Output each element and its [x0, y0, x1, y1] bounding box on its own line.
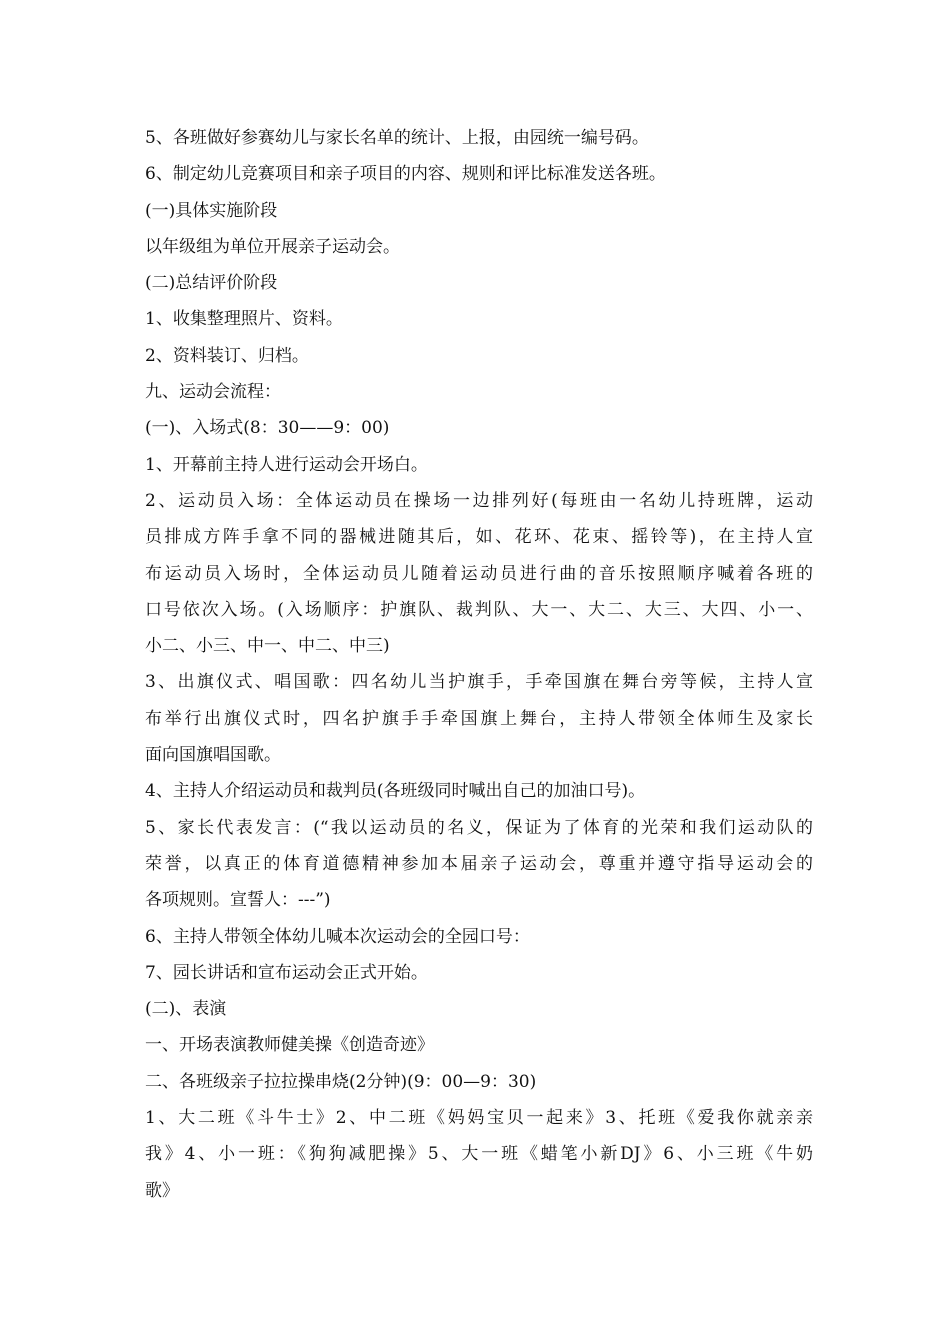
paragraph-line: 二、各班级亲子拉拉操串烧(2分钟)(9：00—9：30) [145, 1071, 537, 1092]
section-heading: (一)、入场式(8：30——9：00) [145, 418, 390, 439]
paragraph-line: 2、运动员入场：全体运动员在操场一边排列好(每班由一名幼儿持班牌，运动 [145, 490, 813, 511]
section-heading: (一)具体实施阶段 [145, 200, 278, 221]
paragraph-line: 5、各班做好参赛幼儿与家长名单的统计、上报，由园统一编号码。 [145, 128, 649, 148]
paragraph-line: 荣誉，以真正的体育道德精神参加本届亲子运动会，尊重并遵守指导运动会的 [145, 853, 813, 874]
paragraph-line: 6、制定幼儿竞赛项目和亲子项目的内容、规则和评比标准发送各班。 [145, 164, 666, 185]
document-body [145, 120, 813, 1209]
paragraph-line: 以年级组为单位开展亲子运动会。 [145, 236, 400, 257]
paragraph-line: 一、开场表演教师健美操《创造奇迹》 [145, 1035, 434, 1056]
paragraph-line: 员排成方阵手拿不同的器械进随其后，如、花环、花束、摇铃等)，在主持人宣 [145, 527, 813, 548]
paragraph-line: 1、开幕前主持人进行运动会开场白。 [145, 454, 428, 475]
paragraph-line: 2、资料装订、归档。 [145, 345, 309, 366]
paragraph-line: 我》4、小一班：《狗狗减肥操》5、大一班《蜡笔小新DJ》6、小三班《牛奶 [145, 1144, 813, 1165]
paragraph-line: 3、出旗仪式、唱国歌：四名幼儿当护旗手，手牵国旗在舞台旁等候，主持人宣 [145, 672, 813, 693]
paragraph-line: 面向国旗唱国歌。 [145, 745, 281, 766]
paragraph-line: 各项规则。宣誓人：---”) [145, 890, 331, 911]
section-heading: 九、运动会流程： [145, 382, 281, 403]
paragraph-line: 5、家长代表发言：(“我以运动员的名义，保证为了体育的光荣和我们运动队的 [145, 817, 813, 838]
paragraph-line: 小二、小三、中一、中二、中三) [145, 636, 390, 657]
section-heading: (二)总结评价阶段 [145, 273, 278, 294]
paragraph-line: 4、主持人介绍运动员和裁判员(各班级同时喊出自己的加油口号)。 [145, 781, 646, 802]
paragraph-line: 6、主持人带领全体幼儿喊本次运动会的全园口号： [145, 926, 530, 947]
paragraph-line: 布举行出旗仪式时，四名护旗手手牵国旗上舞台，主持人带领全体师生及家长 [145, 708, 813, 729]
section-heading: (二)、表演 [145, 999, 227, 1020]
paragraph-line: 1、收集整理照片、资料。 [145, 309, 343, 330]
paragraph-line: 1、大二班《斗牛士》2、中二班《妈妈宝贝一起来》3、托班《爱我你就亲亲 [145, 1108, 813, 1129]
paragraph-line: 口号依次入场。(入场顺序：护旗队、裁判队、大一、大二、大三、大四、小一、 [145, 599, 813, 620]
paragraph-line: 7、园长讲话和宣布运动会正式开始。 [145, 962, 428, 983]
paragraph-line: 歌》 [145, 1180, 179, 1201]
paragraph-line: 布运动员入场时，全体运动员儿随着运动员进行曲的音乐按照顺序喊着各班的 [145, 563, 813, 584]
